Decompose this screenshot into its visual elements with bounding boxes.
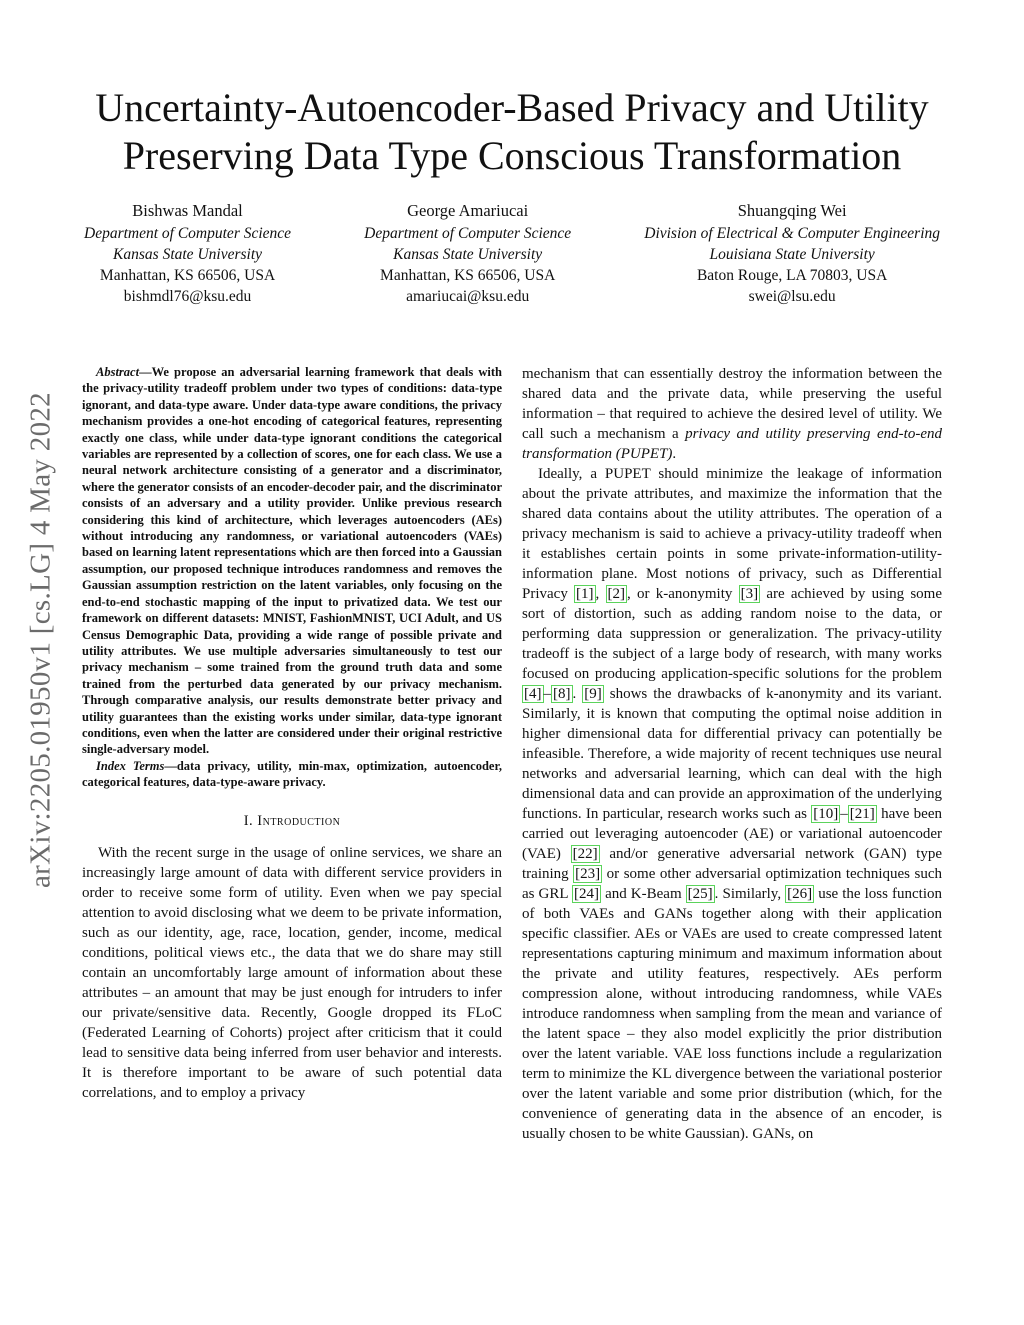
paragraph-text: – xyxy=(543,686,551,702)
author-email: swei@lsu.edu xyxy=(748,288,836,305)
paragraph-text: or some other adversarial optimization techniques such as GRL xyxy=(522,866,942,902)
continued-paragraph xyxy=(522,364,942,464)
citation-link[interactable]: [21] xyxy=(849,806,875,822)
author-name: Bishwas Mandal xyxy=(132,201,243,220)
right-column xyxy=(522,364,942,1144)
index-terms xyxy=(82,758,502,791)
citation-link[interactable]: [9] xyxy=(584,686,602,702)
paragraph-text: are achieved by using some sort of distortion, such as adding random noise to the data, or performing data suppression or generalization. The privacy-utility tradeoff is the subject of a large body of research, with many works focused on producing application-specific solutions for the problem xyxy=(522,586,943,682)
author-email: amariucai@ksu.edu xyxy=(406,288,530,305)
citation-link[interactable]: [10] xyxy=(813,806,839,822)
pupet-definition: privacy and utility preserving end-to-end transformation (PUPET) xyxy=(522,426,942,462)
author-university: Kansas State University xyxy=(113,246,263,263)
citation-link[interactable]: [22] xyxy=(572,846,598,862)
arxiv-stamp-text: arXiv:2205.01950v1 [cs.LG] 4 May 2022 xyxy=(24,392,57,888)
pupet-paragraph xyxy=(522,464,942,1144)
author-1 xyxy=(84,200,291,307)
paragraph-text: have been carried out leveraging autoencoder (AE) or variational autoencoder (VAE) xyxy=(522,806,942,862)
citation-link[interactable]: [25] xyxy=(687,886,713,902)
paragraph-text: . Similarly, xyxy=(714,886,786,902)
index-terms-text: —data privacy, utility, min-max, optimization, autoencoder, categorical features, data-type-aware privacy. xyxy=(82,758,502,790)
author-location: Baton Rouge, LA 70803, USA xyxy=(696,267,888,284)
author-university: Kansas State University xyxy=(393,246,543,263)
intro-paragraph: With the recent surge in the usage of online services, we share an increasingly large amount of data with different service providers in order to receive some form of utility. Even when we pay special attention to avoid disclosing what we deem to be private information, such as our identity, age, race, location, gender, income, medical conditions, political views etc., the data that we do share may still contain an uncomfortably large amount of information about these attributes – an amount that may be just enough for intruders to infer our private/sensitive data. Recently, Google dropped its FLoC (Federated Learning of Cohorts) project after criticism that it could lead to sensitive data being inferred from user behavior and interests. It is therefore important to be aware of such potential data correlations, and to employ a privacy xyxy=(82,844,502,1101)
paragraph-text: use the loss function of both VAEs and GANs together along with their application specific classifier. AEs or VAEs are used to create compressed latent representations capturing minimum and maximum information about the private and utility features, respectively. AEs perform compression alone, without introducing randomness, while VAEs introduce randomness when sampling from the mean and variance of the latent space – they also model explicitly the prior distribution over the latent variable. VAE loss functions include a regularization term to minimize the KL divergence between the variational posterior over the latent variable and some prior distribution (which, for the convenience of generating data in the absence of an encoder, is usually chosen to be white Gaussian). GANs, on xyxy=(522,886,942,1142)
citation-link[interactable]: [3] xyxy=(740,586,759,602)
citation-link[interactable]: [1] xyxy=(576,586,594,602)
author-3 xyxy=(644,200,940,307)
author-block xyxy=(84,200,940,307)
section-heading-introduction: I. Introduction xyxy=(243,812,341,829)
author-department: Department of Computer Science xyxy=(364,225,572,242)
citation-link[interactable]: [8] xyxy=(553,686,571,702)
author-university: Louisiana State University xyxy=(709,246,875,263)
author-location: Manhattan, KS 66506, USA xyxy=(380,267,556,284)
citation-link[interactable]: [24] xyxy=(574,886,600,902)
author-email: bishmdl76@ksu.edu xyxy=(123,288,252,305)
author-department: Division of Electrical & Computer Engineering xyxy=(644,225,940,242)
paper-title: Uncertainty-Autoencoder-Based Privacy and Utility Preserving Data Type Conscious Transformation xyxy=(95,85,929,178)
author-department: Department of Computer Science xyxy=(84,225,292,242)
author-name: George Amariucai xyxy=(407,201,529,220)
paragraph-text: and/or generative adversarial network (GAN) type training xyxy=(522,846,942,882)
paragraph-text: . xyxy=(572,686,583,702)
paragraph-text: Ideally, a PUPET should minimize the leakage of information about the private attributes, and maximize the information that the shared data contains about the utility attributes. The operation of a privacy mechanism is said to achieve a privacy-utility tradeoff when it establishes certain points in some private-information-utility-information plane. Most notions of privacy, such as Differential Privacy xyxy=(522,466,942,602)
abstract-label: Abstract xyxy=(96,365,140,379)
citation-link[interactable]: [23] xyxy=(575,866,601,882)
citation-link[interactable]: [4] xyxy=(524,686,542,702)
author-name: Shuangqing Wei xyxy=(737,201,847,220)
paragraph-text: , xyxy=(595,586,606,602)
paragraph-text: , or k-anonymity xyxy=(627,586,739,602)
left-column xyxy=(82,364,502,1103)
arxiv-sidebar-stamp xyxy=(18,350,64,930)
citation-link[interactable]: [2] xyxy=(607,586,626,602)
citation-link[interactable]: [26] xyxy=(787,886,813,902)
index-terms-label: Index Terms xyxy=(96,758,165,773)
paragraph-text: – xyxy=(840,806,848,822)
paragraph-text: shows the drawbacks of k-anonymity and its variant. Similarly, it is known that computing the optimal noise addition in higher dimensional data for differential privacy can potentially be infeasible. Therefore, a wide majority of recent techniques use neural networks and adversarial learning, which can deal with the high dimensional data and can provide an approximation of the underlying functions. In particular, research works such as xyxy=(522,686,942,822)
author-location: Manhattan, KS 66506, USA xyxy=(99,267,276,284)
author-2 xyxy=(364,200,571,307)
abstract-text: —We propose an adversarial learning framework that deals with the privacy-utility tradeoff problem under two types of conditions: data-type ignorant, and data-type aware. Under data-type aware conditions, the privacy mechanism provides a one-hot encoding of categorical features, representing exactly one class, while under data-type ignorant conditions the categorical variables are represented by a collection of scores, one for each class. We use a neural network architecture consisting of a generator and a discriminator, where the generator consists of an encoder-decoder pair, and the discriminator consists of an adversary and a utility provider. Unlike previous research considering this kind of architecture, which leverages autoencoders (AEs) without introducing any randomness, or variational autoencoders (VAEs) based on learning latent representations which are then forced into a Gaussian assumption, our proposed technique introduces randomness and removes the Gaussian assumption restriction on the latent variables, only focusing on the end-to-end stochastic mapping of the input to privatized data. We test our framework on different datasets: MNIST, FashionMNIST, UCI Adult, and US Census Demographic Data, providing a wide range of possible private and utility attributes. We use multiple adversaries simultaneously to test our privacy mechanism – some trained from the ground truth data and some trained from the perturbed data generated by our privacy mechanism. Through comparative analysis, our results demonstrate better privacy and utility guarantees than the existing works under similar, data-type ignorant conditions, even when the latter are considered under their original restrictive single-adversary model. xyxy=(82,365,502,757)
paragraph-text: mechanism that can essentially destroy the information between the shared data and the private data, while preserving the useful information – that required to achieve the desired level of utility. We call such a mechanism a xyxy=(522,366,942,442)
paragraph-text: and K-Beam xyxy=(601,886,686,902)
paragraph-text: . xyxy=(672,446,677,462)
abstract xyxy=(82,364,502,758)
